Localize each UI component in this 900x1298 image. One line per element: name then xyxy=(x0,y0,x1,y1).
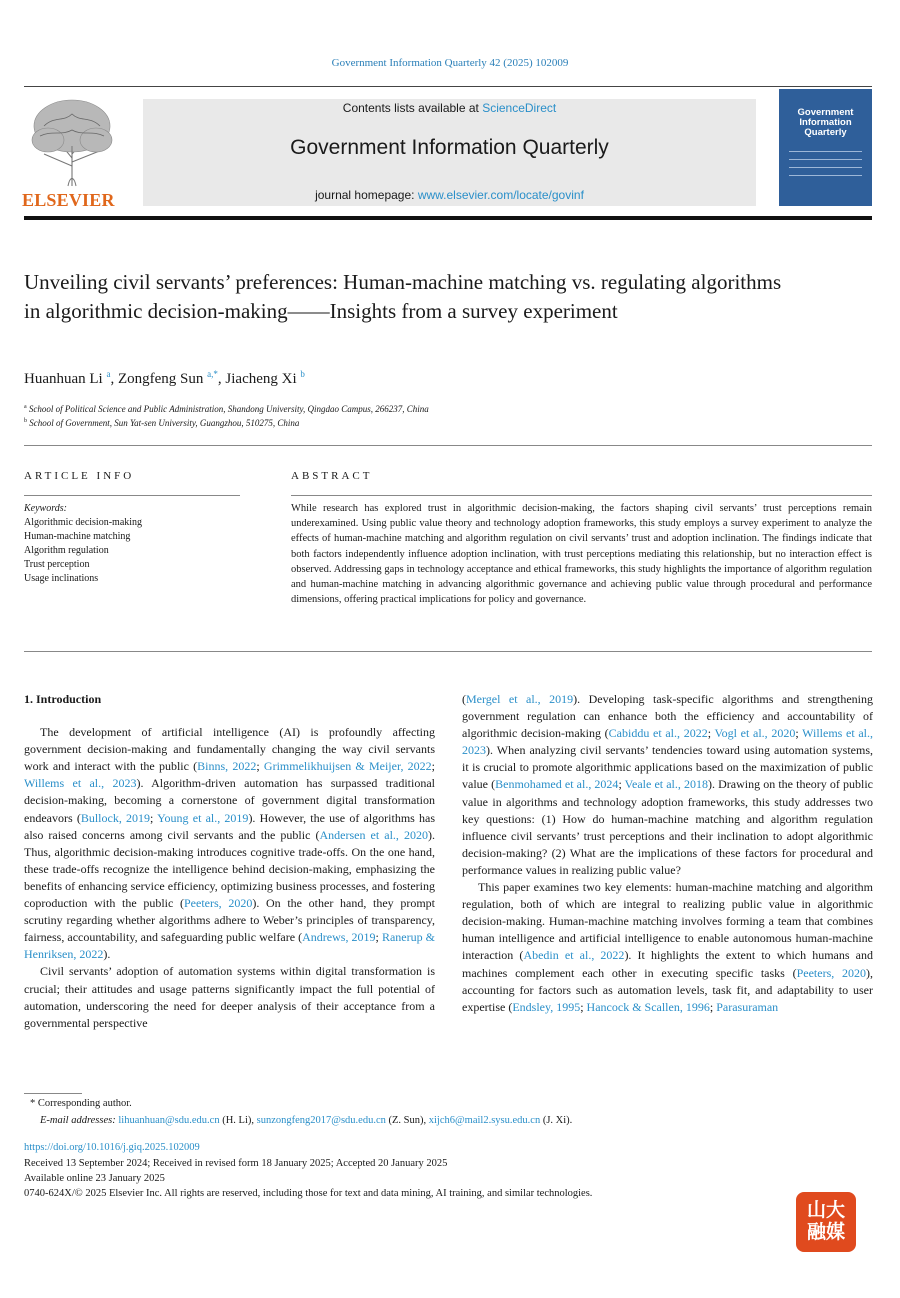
article-info-rule xyxy=(24,495,240,496)
journal-title: Government Information Quarterly xyxy=(290,136,609,159)
body-text-run: ; xyxy=(709,999,717,1014)
body-text-run: ), accounting for factors such as automation levels, task fit, and adaptability to user expertise ( xyxy=(462,965,873,1014)
keyword-item: Algorithm regulation xyxy=(24,545,109,556)
section-rule xyxy=(24,651,872,652)
body-text-run: ( xyxy=(462,692,466,706)
email-link[interactable]: lihuanhuan@sdu.edu.cn xyxy=(118,1115,220,1126)
cover-stripe xyxy=(789,167,862,168)
citation-link[interactable]: Abedin et al., 2022 xyxy=(523,948,625,963)
header-top-rule xyxy=(24,86,872,87)
affiliation-text: School of Political Science and Public Administration, Shandong University, Qingdao Campus, 266237, China xyxy=(28,404,429,414)
citation-link[interactable]: Hancock & Scallen, 1996 xyxy=(586,999,710,1014)
email-label: E-mail addresses: xyxy=(40,1115,116,1126)
citation-link[interactable]: Cabiddu et al., 2022 xyxy=(608,726,708,741)
citation-link[interactable]: Benmohamed et al., 2024 xyxy=(495,777,619,792)
body-text-run: ). When analyzing civil servants’ tendencies toward using automation systems, it is crucial to promote algorithmic applications based on the maximization of public value ( xyxy=(462,743,873,792)
cover-stripe xyxy=(789,159,862,160)
affiliation-text: School of Government, Sun Yat-sen University, Guangzhou, 510275, China xyxy=(29,418,300,428)
author-separator: , xyxy=(217,371,226,387)
header-bottom-rule xyxy=(24,216,872,220)
homepage-link[interactable]: www.elsevier.com/locate/govinf xyxy=(417,188,584,202)
body-text-run: ; xyxy=(431,759,436,774)
cover-title-line: Information xyxy=(799,117,852,128)
tree-icon xyxy=(24,96,120,188)
body-paragraph xyxy=(462,879,873,1016)
body-text-run: ). Drawing on the theory of public value in algorithms and technology adoption frameworks, this study addresses two key questions: (1) How do human-machine matching and algorithm regulation influence civil servants’ trust perceptions and their inclination to adopt algorithmic decision-making? (2) What are the implications of these factors for procedural and performance values in realizing public value? xyxy=(462,777,873,877)
cover-title xyxy=(779,108,872,138)
citation-link[interactable]: Bullock, 2019 xyxy=(80,810,151,825)
watermark-line: 融媒 xyxy=(806,1221,845,1243)
cover-stripe xyxy=(789,151,862,152)
body-column-right xyxy=(462,691,873,1016)
doi-link[interactable]: https://doi.org/10.1016/j.giq.2025.102009 xyxy=(24,1142,200,1153)
received-dates: Received 13 September 2024; Received in revised form 18 January 2025; Accepted 20 January 2025 xyxy=(24,1158,448,1169)
copyright-line: 0740-624X/© 2025 Elsevier Inc. All rights are reserved, including those for text and data mining, AI training, and similar technologies. xyxy=(24,1188,593,1199)
email-owner: (Z. Sun), xyxy=(385,1115,429,1126)
citation-link[interactable]: Andrews, 2019 xyxy=(302,930,376,945)
article-info-heading: ARTICLE INFO xyxy=(24,470,135,482)
body-text-run: ). However, the use of algorithms has also raised concerns among civil servants and the public ( xyxy=(24,810,436,842)
footnote-rule xyxy=(24,1093,82,1094)
citation-link[interactable]: Parasuraman xyxy=(716,999,779,1014)
citation-link[interactable]: Willems et al., 2023 xyxy=(462,726,874,758)
body-text-run: ). Algorithm-driven automation has surpassed traditional decision-making, becoming a cornerstone of government digital transformation endeavors ( xyxy=(24,776,435,825)
affiliation xyxy=(24,418,299,428)
journal-cover[interactable] xyxy=(779,89,872,206)
body-text-run: Civil servants’ adoption of automation systems within digital transformation is crucial; their attitudes and usage patterns significantly impact the full potential of automation, underscoring the need for deeper analysis of their acceptance from a governmental perspective xyxy=(24,964,435,1030)
citation-link[interactable]: Peeters, 2020 xyxy=(184,896,253,911)
abstract-text: While research has explored trust in algorithmic decision-making, the factors shaping civil servants’ trust perceptions remain underexamined. Using public value theory and technology adoption frameworks, this study employs a survey experiment to analyze the effects of human-machine matching and algorithm regulation on civil servants’ trust and adoption inclination. The findings indicate that both factors independently influence adoption inclination, with trust perceptions mediating this relationship, but no interaction effect is observed. Addressing gaps in technology acceptance and ethical frameworks, this study highlights the importance of algorithm regulation and human-machine matching in advancing algorithmic governance and achieving public value through procedural and performance dimensions, offering practical implications for policy and governance. xyxy=(291,503,872,606)
citation-link[interactable]: Ranerup & Henriksen, 2022 xyxy=(24,930,435,962)
citation-link[interactable]: Veale et al., 2018 xyxy=(624,777,708,792)
abstract-rule xyxy=(291,495,872,496)
cover-stripe xyxy=(789,175,862,176)
corresponding-author-note: * Corresponding author. xyxy=(30,1098,132,1109)
author-list xyxy=(24,369,305,388)
cover-title-line: Government xyxy=(797,107,854,118)
section-heading: 1. Introduction xyxy=(24,692,102,706)
available-online: Available online 23 January 2025 xyxy=(24,1173,165,1184)
body-text-run: ). It highlights the extent to which humans and machines complement each other in executing specific tasks ( xyxy=(462,948,873,980)
author-name[interactable]: Jiacheng Xi xyxy=(225,371,297,387)
email-line xyxy=(40,1115,572,1126)
watermark-line: 山大 xyxy=(806,1199,845,1221)
abstract-heading: ABSTRACT xyxy=(291,470,373,482)
email-link[interactable]: sunzongfeng2017@sdu.edu.cn xyxy=(256,1115,386,1126)
affiliation-mark: a xyxy=(24,404,27,410)
affiliation xyxy=(24,404,429,414)
keywords-block xyxy=(24,502,240,586)
section-rule xyxy=(24,445,872,446)
body-text-run: ; xyxy=(618,777,625,792)
citation-link[interactable]: Mergel et al., 2019 xyxy=(466,692,574,706)
author-name[interactable]: Huanhuan Li xyxy=(24,371,103,387)
media-watermark-badge xyxy=(796,1192,856,1252)
keyword-item: Usage inclinations xyxy=(24,573,99,584)
affiliation-mark: b xyxy=(24,418,27,424)
citation-link[interactable]: Willems et al., 2023 xyxy=(24,776,137,791)
body-paragraph xyxy=(24,963,435,1031)
keywords-label: Keywords: xyxy=(24,503,67,514)
citation-link[interactable]: Grimmelikhuijsen & Meijer, 2022 xyxy=(263,759,432,774)
email-link[interactable]: xijch6@mail2.sysu.edu.cn xyxy=(428,1115,541,1126)
citation-link[interactable]: Binns, 2022 xyxy=(197,759,257,774)
body-text-run: ; xyxy=(375,930,382,945)
keyword-item: Trust perception xyxy=(24,559,90,570)
author-name[interactable]: Zongfeng Sun xyxy=(117,371,204,387)
author-separator: , xyxy=(110,371,118,387)
body-text-run: ). Developing task-specific algorithms and strengthening government regulation can enhance both the efficiency and accountability of algorithmic decision-making ( xyxy=(462,692,873,741)
body-text-run: ; xyxy=(707,726,715,741)
body-text-run: ; xyxy=(580,999,587,1014)
contents-line xyxy=(143,101,756,115)
body-text-run: ). Thus, algorithmic decision-making introduces cognitive trade-offs. On the one hand, these trade-offs recognize the intelligence behind decision-making, emphasizing the benefits of enhancing service efficiency, optimizing business processes, and fostering coproduction with the public ( xyxy=(24,827,435,911)
homepage-line xyxy=(143,188,756,202)
body-paragraph xyxy=(24,724,435,963)
email-owner: (J. Xi). xyxy=(540,1115,573,1126)
cover-title-line: Quarterly xyxy=(804,127,847,138)
body-text-run: The development of artificial intelligence (AI) is profoundly affecting government decision-making and fundamentally changing the way civil servants work and interact with the public ( xyxy=(24,725,435,774)
body-text-run: ; xyxy=(795,726,803,741)
citation-link[interactable]: Andersen et al., 2020 xyxy=(319,827,428,842)
citation-link[interactable]: Young et al., 2019 xyxy=(157,810,249,825)
running-header[interactable]: Government Information Quarterly 42 (2025) 102009 xyxy=(331,57,569,69)
body-text-run: ; xyxy=(256,759,264,774)
body-text-run: This paper examines two key elements: human-machine matching and algorithm regulation, both of which are integral to realizing public value in algorithmic decision-making. Human-machine matching involves forming a team that combines human intelligence and artificial intelligence to enable autonomous human-machine interaction ( xyxy=(462,880,873,963)
email-owner: (H. Li), xyxy=(219,1115,257,1126)
body-text-run: ). xyxy=(103,947,111,962)
body-paragraph xyxy=(462,691,873,879)
citation-link[interactable]: Vogl et al., 2020 xyxy=(714,726,796,741)
author-affiliation-mark[interactable]: a xyxy=(106,369,111,379)
homepage-prefix: journal homepage: xyxy=(315,188,418,202)
keyword-item: Algorithmic decision-making xyxy=(24,517,143,528)
body-column-left xyxy=(24,691,435,1032)
body-text-run: ; xyxy=(150,810,158,825)
body-text-run: ). On the other hand, they prompt scrutiny regarding whether algorithms adhere to Weber’s principles of transparency, fairness, accountability, and safeguarding public welfare ( xyxy=(24,896,435,945)
contents-prefix: Contents lists available at xyxy=(342,101,483,115)
author-affiliation-mark[interactable]: b xyxy=(300,369,305,379)
article-title: Unveiling civil servants’ preferences: Human-machine matching vs. regulating algorithms in algorithmic decision-making——Insights from a survey experiment xyxy=(24,270,782,323)
citation-link[interactable]: Endsley, 1995 xyxy=(512,999,581,1014)
elsevier-wordmark: ELSEVIER xyxy=(22,190,115,210)
citation-link[interactable]: Peeters, 2020 xyxy=(796,965,866,980)
author-affiliation-mark[interactable]: a,* xyxy=(207,369,218,379)
sciencedirect-link[interactable]: ScienceDirect xyxy=(482,101,557,115)
journal-masthead xyxy=(143,99,756,206)
keyword-item: Human-machine matching xyxy=(24,531,131,542)
